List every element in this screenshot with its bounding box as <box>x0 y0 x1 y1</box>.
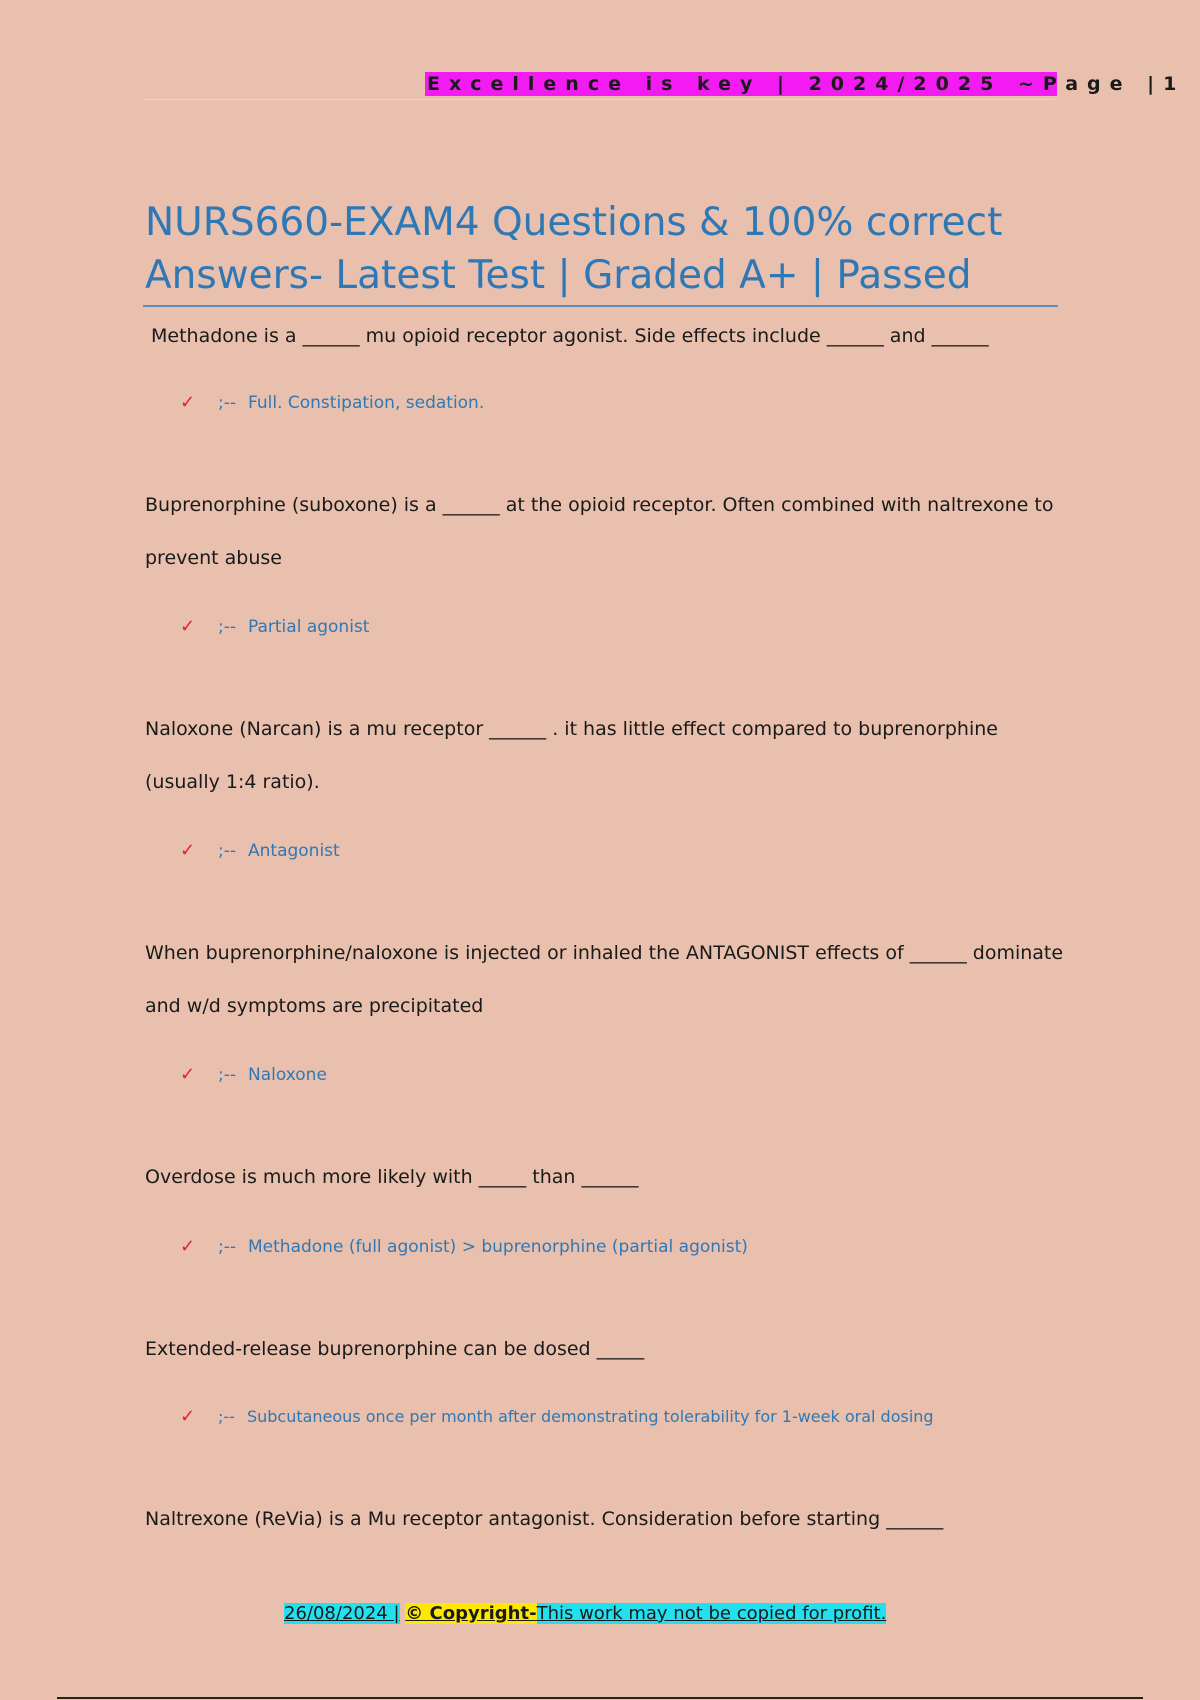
checkmark-icon: ✓ <box>180 616 196 637</box>
question-4: When buprenorphine/naloxone is injected or inhaled the ANTAGONIST effects of ______ dominate and w/d symptoms are precipitated <box>145 942 1064 1017</box>
question-7: Naltrexone (ReVia) is a Mu receptor antagonist. Consideration before starting ______ <box>145 1508 944 1530</box>
answer-prefix: ;-- <box>218 1237 236 1257</box>
footer-date: 26/08/2024 | <box>284 1603 400 1624</box>
answer-prefix: ;-- <box>218 1407 235 1426</box>
answer-text: Subcutaneous once per month after demonstrating tolerability for 1-week oral dosing <box>246 1407 934 1426</box>
checkmark-icon: ✓ <box>180 1236 196 1257</box>
checkmark-icon: ✓ <box>180 840 196 861</box>
header-divider <box>143 99 1055 100</box>
answer-text: Partial agonist <box>248 617 370 637</box>
answer-prefix: ;-- <box>218 841 236 861</box>
footer-copyright: © Copyright- <box>405 1603 537 1624</box>
answer-2 <box>180 612 1080 642</box>
answer-3 <box>180 836 1080 866</box>
answer-prefix: ;-- <box>218 1065 236 1085</box>
answer-prefix: ;-- <box>218 393 236 413</box>
footer-notice: This work may not be copied for profit. <box>536 1603 887 1624</box>
question-1: Methadone is a ______ mu opioid receptor agonist. Side effects include ______ and ______ <box>151 325 989 347</box>
answer-5 <box>180 1232 1080 1262</box>
page-bottom-border <box>57 1697 1143 1699</box>
answer-prefix: ;-- <box>218 617 236 637</box>
checkmark-icon: ✓ <box>180 392 196 413</box>
answer-1 <box>180 388 1080 418</box>
page-footer <box>284 1601 886 1627</box>
title-line-1: NURS660-EXAM4 Questions & 100% correct <box>145 200 1003 245</box>
title-line-2: Answers- Latest Test | Graded A+ | Passed <box>145 253 972 298</box>
answer-text: Naloxone <box>248 1065 327 1085</box>
answer-4 <box>180 1060 1080 1090</box>
answer-text: Methadone (full agonist) > buprenorphine (partial agonist) <box>248 1237 748 1257</box>
title-divider <box>143 305 1058 307</box>
checkmark-icon: ✓ <box>180 1064 196 1085</box>
question-2: Buprenorphine (suboxone) is a ______ at the opioid receptor. Often combined with naltrexone to prevent abuse <box>145 494 1054 569</box>
answer-text: Full. Constipation, sedation. <box>248 393 485 413</box>
question-5: Overdose is much more likely with _____ than ______ <box>145 1166 639 1188</box>
answer-6 <box>180 1402 1080 1432</box>
checkmark-icon: ✓ <box>180 1406 196 1427</box>
question-6: Extended-release buprenorphine can be dosed _____ <box>145 1338 645 1360</box>
answer-text: Antagonist <box>248 841 340 861</box>
document-title <box>145 196 1065 302</box>
header-highlight-text: Excellence is key | 2024/2025 ~Page |1 <box>427 73 1186 95</box>
question-3: Naloxone (Narcan) is a mu receptor ______ . it has little effect compared to buprenorphine (usually 1:4 ratio). <box>145 718 998 793</box>
